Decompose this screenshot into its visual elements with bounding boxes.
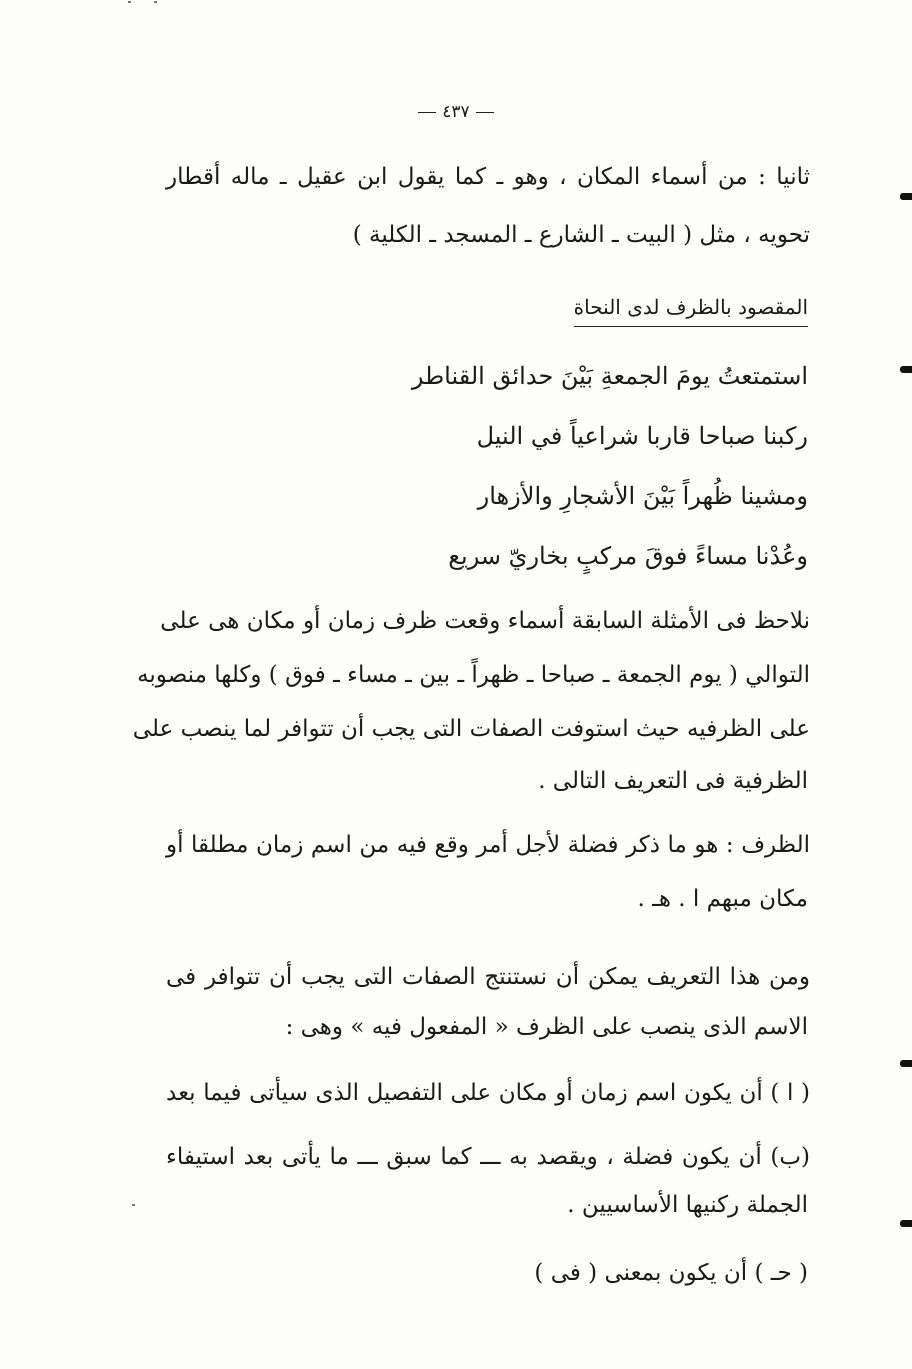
verse-1: استمتعتُ يومَ الجمعةِ بَيْنَ حدائق القناطر — [411, 362, 808, 390]
dash-left — [476, 112, 494, 113]
definition-line1: الظرف : هو ما ذكر فضلة لأجل أمر وقع فيه من اسم زمان مطلقا أو — [166, 832, 810, 858]
verse-4: وعُدْنا مساءً فوقَ مركبٍ بخاريّ سريع — [448, 542, 808, 570]
para1-line1: نلاحظ فى الأمثلة السابقة أسماء وقعت ظرف زمان أو مكان هى على — [160, 608, 810, 634]
item-c: ( حـ ) أن يكون بمعنى ( فى ) — [534, 1260, 808, 1286]
item-b-line1: (ب) أن يكون فضلة ، ويقصد به ـــ كما سبق ـــ ما يأتى بعد استيفاء — [166, 1144, 810, 1170]
item-b-line2: الجملة ركنيها الأساسيين . — [567, 1192, 808, 1218]
page-number — [0, 102, 912, 122]
scan-speck — [154, 1, 157, 3]
para1-line3: على الظرفيه حيث استوفت الصفات التى يجب أن تتوافر لما ينصب على — [132, 716, 810, 742]
definition-line2: مكان مبهم ا . هـ . — [637, 886, 808, 912]
edge-mark — [900, 1060, 912, 1067]
section-heading — [574, 296, 808, 319]
edge-mark — [900, 193, 912, 200]
line-2: تحويه ، مثل ( البيت ـ الشارع ـ المسجد ـ الكلية ) — [352, 222, 810, 248]
para1-line4: الظرفية فى التعريف التالى . — [538, 768, 808, 794]
para1-line2: التوالي ( يوم الجمعة ـ صباحا ـ ظهراً ـ بين ـ مساء ـ فوق ) وكلها منصوبه — [137, 662, 810, 688]
dash-right — [418, 112, 436, 113]
para2-line2: الاسم الذى ينصب على الظرف « المفعول فيه » وهى : — [285, 1014, 808, 1040]
scan-speck — [128, 1, 131, 3]
verse-2: ركبنا صباحا قاربا شراعياً في النيل — [476, 422, 808, 450]
section-heading-text: المقصود بالظرف لدى النحاة — [574, 295, 808, 327]
edge-mark — [900, 1220, 912, 1227]
scan-speck — [132, 1204, 135, 1206]
edge-mark — [900, 366, 912, 373]
page-number-text: ٤٣٧ — [442, 102, 470, 122]
para2-line1: ومن هذا التعريف يمكن أن نستنتج الصفات التى يجب أن تتوافر فى — [166, 964, 810, 990]
item-a: ( ا ) أن يكون اسم زمان أو مكان على التفصيل الذى سيأتى فيما بعد — [166, 1080, 810, 1106]
verse-3: ومشينا ظُهراً بَيْنَ الأشجارِ والأزهار — [477, 482, 808, 510]
line-1: ثانيا : من أسماء المكان ، وهو ـ كما يقول ابن عقيل ـ ماله أقطار — [166, 164, 810, 190]
